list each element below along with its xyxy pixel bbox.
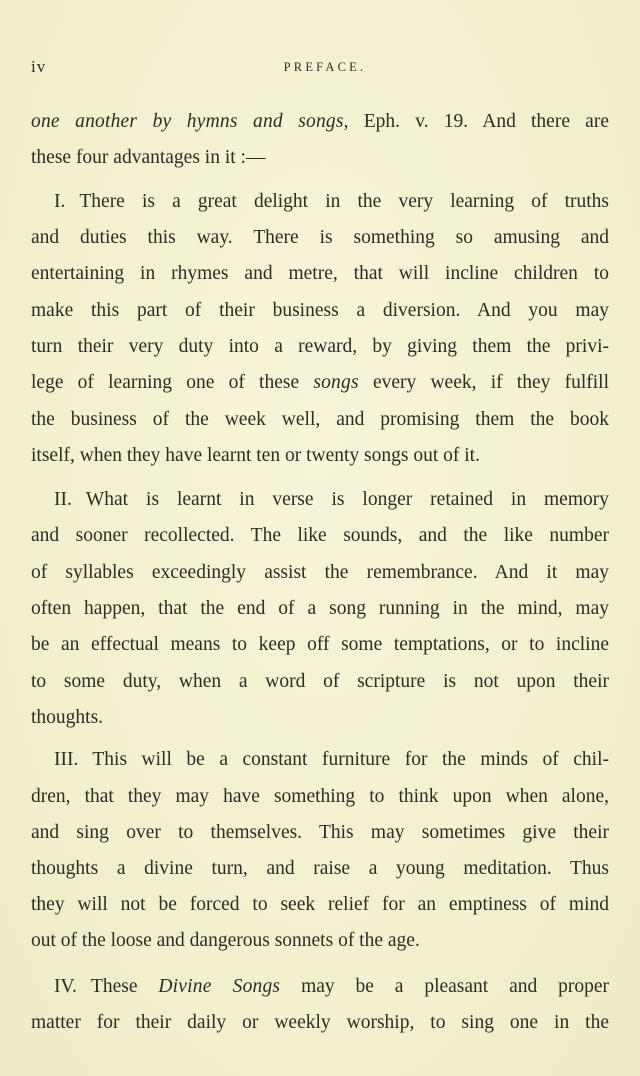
text-line: turn their very duty into a reward, by giving them the privi-: [31, 336, 609, 357]
text-line: matter for their daily or weekly worship, to sing one in the: [31, 1012, 609, 1033]
paragraph-start-line: I. There is a great delight in the very learning of truths: [54, 191, 609, 212]
section-numeral: I.: [54, 191, 66, 212]
text-line: make this part of their business a diversion. And you may: [31, 300, 609, 321]
italic-title: Divine Songs: [158, 976, 281, 997]
text-line: of syllables exceedingly assist the remembrance. And it may: [31, 562, 609, 583]
text-line: the business of the week well, and promising them the book: [31, 409, 609, 430]
text-line: be an effectual means to keep off some temptations, or to incline: [31, 634, 609, 655]
text-line: and sing over to themselves. This may sometimes give their: [31, 822, 609, 843]
text-line: thoughts.: [31, 707, 104, 728]
text-line: and duties this way. There is something so amusing and: [31, 227, 609, 248]
paragraph-start-line: II. What is learnt in verse is longer retained in memory: [54, 489, 609, 510]
text-line: to some duty, when a word of scripture is not upon their: [31, 671, 609, 692]
text-line: they will not be forced to seek relief for an emptiness of mind: [31, 894, 609, 915]
text-line: and sooner recollected. The like sounds, and the like number: [31, 525, 609, 546]
page-header: [31, 57, 609, 81]
text-line: thoughts a divine turn, and raise a young meditation. Thus: [31, 858, 609, 879]
italic-phrase: one another by hymns and songs: [31, 111, 344, 132]
text-line: dren, that they may have something to think upon when alone,: [31, 786, 609, 807]
section-numeral: II.: [54, 489, 72, 510]
text-line: one another by hymns and songs, Eph. v. 19. And there are: [31, 111, 609, 132]
section-numeral: III.: [54, 749, 79, 770]
paragraph-start-line: IV. These Divine Songs may be a pleasant and proper: [54, 976, 610, 997]
text-line: entertaining in rhymes and metre, that will incline children to: [31, 263, 609, 284]
italic-word: songs: [313, 372, 359, 393]
paragraph-start-line: III. This will be a constant furniture for the minds of chil-: [54, 749, 609, 770]
text-line: out of the loose and dangerous sonnets of the age.: [31, 930, 420, 951]
section-numeral: IV.: [54, 976, 77, 997]
text-line: these four advantages in it :—: [31, 147, 266, 168]
running-head: PREFACE.: [283, 60, 367, 74]
text-line: often happen, that the end of a song running in the mind, may: [31, 598, 609, 619]
page-number: iv: [31, 57, 47, 76]
text-line: lege of learning one of these songs every week, if they fulfill: [31, 372, 609, 393]
text-line: itself, when they have learnt ten or twenty songs out of it.: [31, 445, 480, 466]
